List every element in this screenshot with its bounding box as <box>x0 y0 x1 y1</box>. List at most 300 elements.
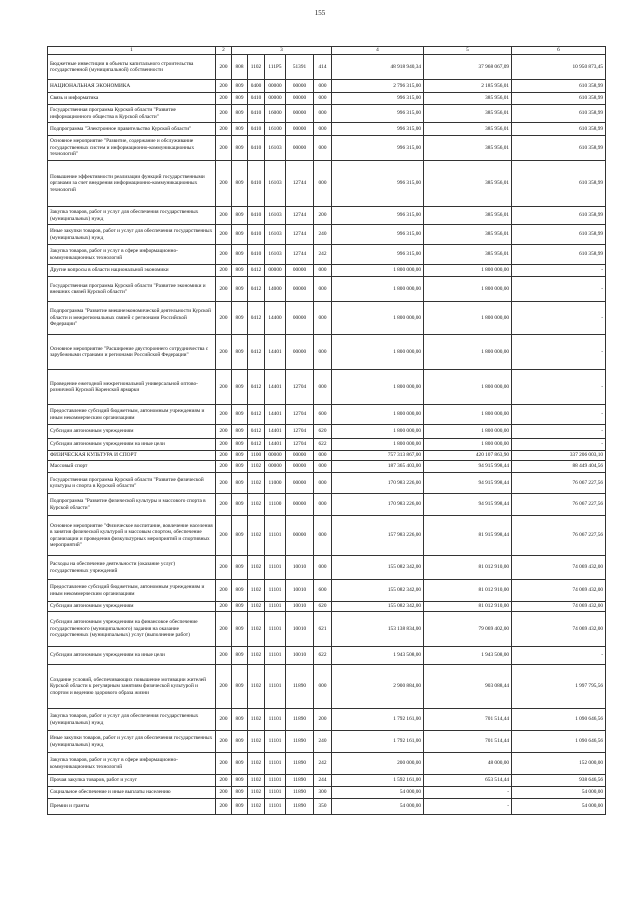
table-row <box>48 439 606 451</box>
row-plan-amount: 1 800 000,00 <box>332 405 424 425</box>
row-program-code: 16103 <box>265 245 286 265</box>
table-row <box>48 80 606 93</box>
row-section-code: 1102 <box>248 602 265 612</box>
row-name: Бюджетные инвестиции в объекты капитального строительства государственной (муниципальной) собственности <box>48 55 216 80</box>
row-section-code: 1102 <box>248 556 265 580</box>
row-direction-code: 00000 <box>286 80 314 93</box>
table-row <box>48 302 606 335</box>
row-executed-amount: 1 800 000,00 <box>424 335 512 370</box>
table-row <box>48 265 606 277</box>
row-ministry-code: 809 <box>232 136 248 161</box>
row-plan-amount: 996 315,00 <box>332 105 424 123</box>
row-direction-code: 00000 <box>286 473 314 494</box>
row-ministry-code: 809 <box>232 335 248 370</box>
row-ministry-code: 809 <box>232 516 248 556</box>
row-executed-amount: 1 943 508,00 <box>424 647 512 665</box>
row-ministry-code: 809 <box>232 93 248 105</box>
row-executed-amount: 903 088,44 <box>424 665 512 709</box>
row-executed-amount: 701 514,44 <box>424 709 512 731</box>
row-admin-code: 200 <box>216 709 232 731</box>
header-col-5: 5 <box>424 47 512 55</box>
row-remaining-amount: 610 358,99 <box>512 93 606 105</box>
row-admin-code: 200 <box>216 245 232 265</box>
row-plan-amount: 2 900 884,00 <box>332 665 424 709</box>
row-program-code: 11101 <box>265 556 286 580</box>
row-plan-amount: 1 800 000,00 <box>332 425 424 439</box>
row-remaining-amount: 76 067 227,56 <box>512 473 606 494</box>
row-ministry-code: 809 <box>232 265 248 277</box>
row-program-code: 11101 <box>265 753 286 775</box>
row-executed-amount: 94 915 998,44 <box>424 473 512 494</box>
row-remaining-amount: 337 206 003,10 <box>512 451 606 461</box>
row-program-code: 11101 <box>265 775 286 787</box>
row-ministry-code: 809 <box>232 451 248 461</box>
row-direction-code: 00000 <box>286 494 314 516</box>
row-expense-type: 622 <box>314 439 332 451</box>
row-admin-code: 200 <box>216 665 232 709</box>
row-name: Субсидии автономным учреждениям <box>48 602 216 612</box>
row-remaining-amount: - <box>512 302 606 335</box>
row-remaining-amount: - <box>512 335 606 370</box>
row-name: Подпрограмма "Развитие внешнеэкономической деятельности Курской области и межрегиональных связей с регионами Российской Федерации" <box>48 302 216 335</box>
table-row <box>48 647 606 665</box>
row-expense-type: 300 <box>314 787 332 799</box>
row-remaining-amount: - <box>512 405 606 425</box>
row-ministry-code: 809 <box>232 787 248 799</box>
row-section-code: 0412 <box>248 370 265 405</box>
row-program-code: 16103 <box>265 225 286 245</box>
row-section-code: 0410 <box>248 245 265 265</box>
row-executed-amount: 1 800 000,00 <box>424 370 512 405</box>
table-row <box>48 799 606 815</box>
row-admin-code: 200 <box>216 612 232 647</box>
row-expense-type: 350 <box>314 799 332 815</box>
row-direction-code: 11890 <box>286 799 314 815</box>
row-name: Предоставление субсидий бюджетным, автономным учреждениям и иным некоммерческим организациям <box>48 580 216 602</box>
table-row <box>48 602 606 612</box>
row-admin-code: 200 <box>216 556 232 580</box>
row-expense-type: 000 <box>314 265 332 277</box>
row-ministry-code: 809 <box>232 207 248 225</box>
row-expense-type: 000 <box>314 161 332 207</box>
row-expense-type: 000 <box>314 473 332 494</box>
row-ministry-code: 809 <box>232 709 248 731</box>
row-executed-amount: 385 956,01 <box>424 105 512 123</box>
row-ministry-code: 809 <box>232 370 248 405</box>
row-admin-code: 200 <box>216 277 232 302</box>
row-remaining-amount: 610 358,99 <box>512 136 606 161</box>
row-expense-type: 620 <box>314 602 332 612</box>
row-ministry-code: 809 <box>232 612 248 647</box>
row-expense-type: 000 <box>314 105 332 123</box>
row-section-code: 1102 <box>248 787 265 799</box>
row-section-code: 1102 <box>248 612 265 647</box>
row-executed-amount: 385 956,01 <box>424 93 512 105</box>
row-section-code: 0410 <box>248 161 265 207</box>
row-remaining-amount: - <box>512 370 606 405</box>
row-section-code: 1102 <box>248 753 265 775</box>
table-row <box>48 245 606 265</box>
row-remaining-amount: 610 358,99 <box>512 225 606 245</box>
row-plan-amount: 1 792 161,00 <box>332 731 424 753</box>
row-plan-amount: 1 800 000,00 <box>332 335 424 370</box>
row-remaining-amount: 610 358,99 <box>512 161 606 207</box>
row-name: Создание условий, обеспечивающих повышение мотивации жителей Курской области к регулярным занятиям физической культурой и спортом и ведению здорового образа жизни <box>48 665 216 709</box>
row-remaining-amount: - <box>512 265 606 277</box>
row-section-code: 1102 <box>248 665 265 709</box>
table-row <box>48 731 606 753</box>
row-plan-amount: 157 983 226,00 <box>332 516 424 556</box>
table-row <box>48 753 606 775</box>
row-name: Расходы на обеспечение деятельности (оказание услуг) государственных учреждений <box>48 556 216 580</box>
row-name: Закупка товаров, работ и услуг в сфере информационно-коммуникационных технологий <box>48 753 216 775</box>
row-plan-amount: 996 315,00 <box>332 225 424 245</box>
row-section-code: 0412 <box>248 405 265 425</box>
table-row <box>48 335 606 370</box>
row-admin-code: 200 <box>216 302 232 335</box>
row-expense-type: 244 <box>314 775 332 787</box>
row-expense-type: 240 <box>314 731 332 753</box>
row-program-code: 11100 <box>265 494 286 516</box>
table-row <box>48 136 606 161</box>
row-direction-code: 10010 <box>286 556 314 580</box>
row-plan-amount: 1 800 000,00 <box>332 265 424 277</box>
row-plan-amount: 1 943 508,00 <box>332 647 424 665</box>
table-row <box>48 709 606 731</box>
row-program-code: 00000 <box>265 265 286 277</box>
row-executed-amount: 94 915 998,44 <box>424 494 512 516</box>
row-admin-code: 200 <box>216 580 232 602</box>
row-direction-code: 00000 <box>286 516 314 556</box>
table-row <box>48 425 606 439</box>
budget-table <box>47 46 606 815</box>
row-section-code: 1102 <box>248 473 265 494</box>
row-direction-code: 12704 <box>286 405 314 425</box>
row-direction-code: 11890 <box>286 775 314 787</box>
row-direction-code: 51391 <box>286 55 314 80</box>
table-row <box>48 225 606 245</box>
row-ministry-code: 809 <box>232 245 248 265</box>
row-admin-code: 200 <box>216 451 232 461</box>
row-admin-code: 200 <box>216 136 232 161</box>
header-col-2: 2 <box>216 47 232 55</box>
row-admin-code: 200 <box>216 494 232 516</box>
row-direction-code: 00000 <box>286 105 314 123</box>
row-executed-amount: 385 956,01 <box>424 136 512 161</box>
row-executed-amount: 81 012 910,00 <box>424 580 512 602</box>
row-name: Иные закупки товаров, работ и услуг для обеспечения государственных (муниципальных) нужд <box>48 731 216 753</box>
row-executed-amount: - <box>424 799 512 815</box>
row-direction-code: 12744 <box>286 207 314 225</box>
row-executed-amount: 1 800 000,00 <box>424 302 512 335</box>
table-row <box>48 370 606 405</box>
table-row <box>48 123 606 136</box>
row-executed-amount: 1 800 000,00 <box>424 265 512 277</box>
row-executed-amount: 385 956,01 <box>424 207 512 225</box>
row-plan-amount: 996 315,00 <box>332 161 424 207</box>
row-expense-type: 600 <box>314 405 332 425</box>
row-admin-code: 200 <box>216 516 232 556</box>
row-plan-amount: 1 800 000,00 <box>332 370 424 405</box>
row-plan-amount: 2 796 315,00 <box>332 80 424 93</box>
row-admin-code: 200 <box>216 207 232 225</box>
row-plan-amount: 996 315,00 <box>332 207 424 225</box>
row-admin-code: 200 <box>216 439 232 451</box>
table-row <box>48 93 606 105</box>
row-plan-amount: 170 983 226,00 <box>332 473 424 494</box>
row-executed-amount: 385 956,01 <box>424 245 512 265</box>
row-section-code: 1100 <box>248 451 265 461</box>
table-row <box>48 775 606 787</box>
row-plan-amount: 1 800 000,00 <box>332 277 424 302</box>
row-remaining-amount: 610 358,99 <box>512 207 606 225</box>
row-program-code: 11101 <box>265 709 286 731</box>
row-name: Прочая закупка товаров, работ и услуг <box>48 775 216 787</box>
row-plan-amount: 1 792 161,00 <box>332 709 424 731</box>
row-program-code: 14401 <box>265 439 286 451</box>
row-program-code: 11101 <box>265 580 286 602</box>
row-name: Закупка товаров, работ и услуг для обеспечения государственных (муниципальных) нужд <box>48 709 216 731</box>
row-section-code: 1102 <box>248 461 265 473</box>
table-row <box>48 580 606 602</box>
row-program-code: 00000 <box>265 80 286 93</box>
row-name: Государственная программа Курской области "Развитие физической культуры и спорта в Курской области" <box>48 473 216 494</box>
row-direction-code: 12704 <box>286 439 314 451</box>
row-ministry-code: 809 <box>232 439 248 451</box>
row-section-code: 1102 <box>248 799 265 815</box>
row-plan-amount: 187 365 403,00 <box>332 461 424 473</box>
row-section-code: 0410 <box>248 136 265 161</box>
table-row <box>48 473 606 494</box>
row-section-code: 0410 <box>248 105 265 123</box>
row-admin-code: 200 <box>216 335 232 370</box>
row-expense-type: 242 <box>314 245 332 265</box>
row-remaining-amount: 74 069 432,00 <box>512 556 606 580</box>
row-expense-type: 000 <box>314 136 332 161</box>
row-name: ФИЗИЧЕСКАЯ КУЛЬТУРА И СПОРТ <box>48 451 216 461</box>
row-admin-code: 200 <box>216 123 232 136</box>
row-remaining-amount: 74 069 432,00 <box>512 612 606 647</box>
row-executed-amount: 37 968 067,09 <box>424 55 512 80</box>
row-expense-type: 240 <box>314 225 332 245</box>
row-remaining-amount: 88 449 404,56 <box>512 461 606 473</box>
row-name: Субсидии автономным учреждениям на финансовое обеспечение государственного (муниципального) задания на оказание государственных (муниципальных) услуг (выполнение работ) <box>48 612 216 647</box>
row-name: Иные закупки товаров, работ и услуг для обеспечения государственных (муниципальных) нужд <box>48 225 216 245</box>
row-direction-code: 00000 <box>286 93 314 105</box>
row-plan-amount: 54 000,00 <box>332 799 424 815</box>
row-executed-amount: - <box>424 787 512 799</box>
row-executed-amount: 81 012 910,00 <box>424 602 512 612</box>
row-admin-code: 200 <box>216 55 232 80</box>
table-row <box>48 207 606 225</box>
row-direction-code: 00000 <box>286 335 314 370</box>
row-expense-type: 000 <box>314 302 332 335</box>
row-section-code: 1102 <box>248 494 265 516</box>
table-row <box>48 405 606 425</box>
row-expense-type: 000 <box>314 123 332 136</box>
row-section-code: 0412 <box>248 265 265 277</box>
row-expense-type: 620 <box>314 425 332 439</box>
table-row <box>48 612 606 647</box>
row-admin-code: 200 <box>216 473 232 494</box>
row-expense-type: 414 <box>314 55 332 80</box>
row-section-code: 1102 <box>248 55 265 80</box>
row-direction-code: 00000 <box>286 277 314 302</box>
row-expense-type: 000 <box>314 451 332 461</box>
row-plan-amount: 54 000,00 <box>332 787 424 799</box>
row-admin-code: 200 <box>216 225 232 245</box>
header-col-1: 1 <box>48 47 216 55</box>
row-expense-type: 000 <box>314 556 332 580</box>
header-col-6: 6 <box>512 47 606 55</box>
row-direction-code: 12744 <box>286 225 314 245</box>
table-row <box>48 161 606 207</box>
row-program-code: 11101 <box>265 602 286 612</box>
row-executed-amount: 385 956,01 <box>424 123 512 136</box>
row-plan-amount: 155 082 342,00 <box>332 556 424 580</box>
row-expense-type: 000 <box>314 494 332 516</box>
row-remaining-amount: 610 358,99 <box>512 80 606 93</box>
row-remaining-amount: 54 000,00 <box>512 799 606 815</box>
row-admin-code: 200 <box>216 753 232 775</box>
row-program-code: 00000 <box>265 461 286 473</box>
row-expense-type: 000 <box>314 665 332 709</box>
row-direction-code: 12704 <box>286 370 314 405</box>
row-admin-code: 200 <box>216 799 232 815</box>
row-name: Связь и информатика <box>48 93 216 105</box>
row-program-code: 11000 <box>265 473 286 494</box>
row-program-code: 14400 <box>265 302 286 335</box>
row-program-code: 11101 <box>265 612 286 647</box>
row-program-code: 11101 <box>265 799 286 815</box>
row-direction-code: 12744 <box>286 245 314 265</box>
row-remaining-amount: 1 090 646,56 <box>512 709 606 731</box>
row-ministry-code: 809 <box>232 105 248 123</box>
row-direction-code: 11890 <box>286 731 314 753</box>
row-direction-code: 00000 <box>286 136 314 161</box>
row-ministry-code: 809 <box>232 731 248 753</box>
row-plan-amount: 996 315,00 <box>332 93 424 105</box>
row-program-code: 16000 <box>265 105 286 123</box>
row-expense-type: 000 <box>314 370 332 405</box>
row-expense-type: 000 <box>314 93 332 105</box>
row-ministry-code: 809 <box>232 461 248 473</box>
row-direction-code: 00000 <box>286 451 314 461</box>
header-col-3: 3 <box>232 47 332 55</box>
row-ministry-code: 809 <box>232 494 248 516</box>
row-name: Основное мероприятие "Развитие, содержание и обслуживание государственных систем и информационно-коммуникационных технологий" <box>48 136 216 161</box>
row-program-code: 16103 <box>265 136 286 161</box>
row-program-code: 00000 <box>265 451 286 461</box>
row-plan-amount: 153 138 834,00 <box>332 612 424 647</box>
row-expense-type: 000 <box>314 461 332 473</box>
row-plan-amount: 48 918 940,34 <box>332 55 424 80</box>
row-remaining-amount: 938 646,56 <box>512 775 606 787</box>
row-program-code: 11101 <box>265 731 286 753</box>
row-section-code: 0410 <box>248 123 265 136</box>
row-expense-type: 000 <box>314 277 332 302</box>
row-remaining-amount: 74 069 432,00 <box>512 602 606 612</box>
row-section-code: 0410 <box>248 93 265 105</box>
row-plan-amount: 757 313 867,00 <box>332 451 424 461</box>
row-remaining-amount: 610 358,99 <box>512 245 606 265</box>
row-name: Подпрограмма "Развитие физической культуры и массового спорта в Курской области" <box>48 494 216 516</box>
row-admin-code: 200 <box>216 265 232 277</box>
row-program-code: 14401 <box>265 425 286 439</box>
table-body <box>48 55 606 815</box>
row-direction-code: 11890 <box>286 709 314 731</box>
row-executed-amount: 653 514,44 <box>424 775 512 787</box>
row-program-code: 11101 <box>265 665 286 709</box>
row-remaining-amount: 1 997 795,56 <box>512 665 606 709</box>
row-executed-amount: 385 956,01 <box>424 161 512 207</box>
row-program-code: 14000 <box>265 277 286 302</box>
row-name: Субсидии автономным учреждениям на иные цели <box>48 647 216 665</box>
row-section-code: 1102 <box>248 580 265 602</box>
table-header-row <box>48 47 606 55</box>
table-row <box>48 55 606 80</box>
row-executed-amount: 81 012 910,00 <box>424 556 512 580</box>
row-admin-code: 200 <box>216 80 232 93</box>
row-name: Проведение ежегодной межрегиональной универсальной оптово-розничной Курской Коренской ярмарки <box>48 370 216 405</box>
table-row <box>48 556 606 580</box>
row-name: Социальное обеспечение и иные выплаты населению <box>48 787 216 799</box>
row-remaining-amount: 76 067 227,56 <box>512 494 606 516</box>
row-expense-type: 621 <box>314 612 332 647</box>
row-remaining-amount: 1 090 646,56 <box>512 731 606 753</box>
row-expense-type: 622 <box>314 647 332 665</box>
row-admin-code: 200 <box>216 602 232 612</box>
row-expense-type: 200 <box>314 709 332 731</box>
table-row <box>48 461 606 473</box>
row-ministry-code: 809 <box>232 302 248 335</box>
row-ministry-code: 809 <box>232 473 248 494</box>
row-remaining-amount: - <box>512 647 606 665</box>
row-plan-amount: 996 315,00 <box>332 136 424 161</box>
row-admin-code: 200 <box>216 787 232 799</box>
row-name: Другие вопросы в области национальной экономики <box>48 265 216 277</box>
row-section-code: 1102 <box>248 516 265 556</box>
row-admin-code: 200 <box>216 425 232 439</box>
row-section-code: 1102 <box>248 709 265 731</box>
row-ministry-code: 809 <box>232 647 248 665</box>
row-executed-amount: 1 800 000,00 <box>424 439 512 451</box>
row-direction-code: 12744 <box>286 161 314 207</box>
row-ministry-code: 809 <box>232 753 248 775</box>
row-name: Основное мероприятие "Физическое воспитание, вовлечение населения в занятия физической культурой и массовым спортом, обеспечение организации и проведения физкультурных мероприятий и спортивных мероприятий" <box>48 516 216 556</box>
row-ministry-code: 808 <box>232 55 248 80</box>
row-plan-amount: 200 000,00 <box>332 753 424 775</box>
row-name: Закупка товаров, работ и услуг для обеспечения государственных (муниципальных) нужд <box>48 207 216 225</box>
row-executed-amount: 81 915 998,44 <box>424 516 512 556</box>
row-admin-code: 200 <box>216 647 232 665</box>
row-section-code: 0410 <box>248 225 265 245</box>
row-remaining-amount: - <box>512 425 606 439</box>
row-remaining-amount: - <box>512 439 606 451</box>
row-program-code: 14401 <box>265 370 286 405</box>
row-ministry-code: 809 <box>232 161 248 207</box>
row-admin-code: 200 <box>216 731 232 753</box>
row-section-code: 0412 <box>248 425 265 439</box>
row-section-code: 0412 <box>248 302 265 335</box>
row-direction-code: 00000 <box>286 302 314 335</box>
row-section-code: 1102 <box>248 647 265 665</box>
row-expense-type: 200 <box>314 207 332 225</box>
row-direction-code: 11890 <box>286 753 314 775</box>
row-plan-amount: 1 800 000,00 <box>332 302 424 335</box>
row-plan-amount: 996 315,00 <box>332 123 424 136</box>
row-direction-code: 00000 <box>286 265 314 277</box>
